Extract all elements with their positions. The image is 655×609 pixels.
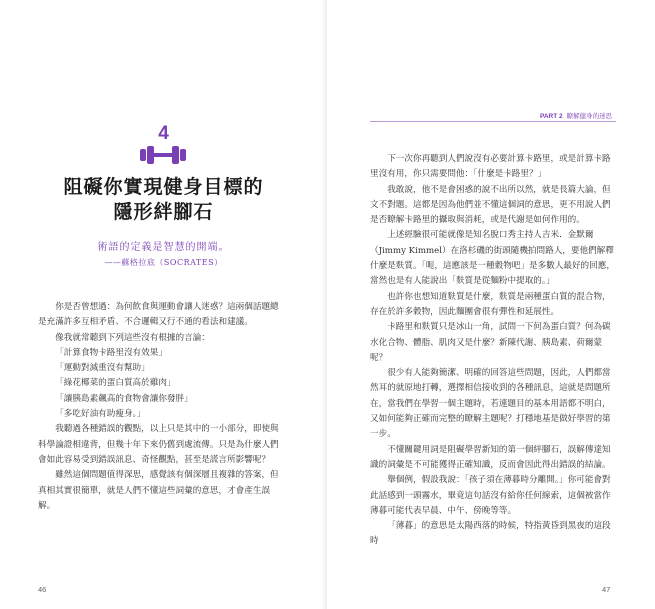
paragraph: 不懂關鍵用詞是阻礙學習新知的第一個絆腳石，誤解傳達知識的詞彙是不可能獲得正確知識，反而會因此得出錯誤的結論。 — [370, 444, 611, 470]
chapter-title-line2: 隱形絆腳石 — [113, 201, 214, 223]
paragraph: 很少有人能夠簡潔、明確的回答這些問題，因此，人們都當然耳的就原地打轉，選擇相信接收到的各種訊息，這就是問題所在，當我們在學習一個主題時，若連題目的基本用語都不明白，又如何能夠正確而完整的瞭解主題呢？打穩地基是做好學習的第一步。 — [370, 368, 611, 440]
page-number-right: 47 — [602, 585, 611, 594]
paragraph: 下一次你再聽到人們說沒有必要計算卡路里，或是計算卡路里沒有用，你只需要問他：「什麼是卡路里？」 — [370, 154, 611, 180]
list-item: 「計算食物卡路里沒有效果」 — [55, 347, 167, 358]
chapter-number: 4 — [158, 123, 169, 144]
running-head-part: PART 2 — [540, 113, 563, 120]
dumbbell-icon — [138, 145, 188, 165]
paragraph: 像我就常聽到下列這些沒有根據的言論： — [55, 332, 210, 343]
paragraph: 舉個例，假設我說：「孩子須在薄暮時分離開。」你可能會對此話感到一頭霧水，畢竟這句話沒有給你任何線索，這個被當作薄暮可能代表早晨、中午、傍晚等等。 — [370, 475, 611, 516]
page-number-left: 46 — [38, 585, 47, 594]
paragraph: 「薄暮」的意思是太陽西落的時候，特指黃昏到黑夜的這段時 — [370, 521, 611, 547]
list-item: 「綠花椰菜的蛋白質高於雞肉」 — [55, 378, 176, 389]
epigraph-author: ——蘇格拉底（SOCRATES） — [104, 258, 223, 267]
list-item: 「讓胰島素飆高的食物會讓你發胖」 — [55, 393, 193, 404]
right-body-text — [370, 152, 616, 550]
paragraph: 我敢說，他不是會困惑的說不出所以然，就是長篇大論，但文不對題。這都是因為他們並不懂這個詞的意思，更不用說人們是否瞭解卡路里的攝取與消耗，或是代謝是如何作用的。 — [370, 184, 611, 226]
paragraph: 你是否曾想過：為何飲食與運動會讓人迷惑？這兩個話題總是充滿許多互相矛盾、不合邏輯又行不通的看法和建議。 — [38, 302, 279, 328]
header-rule — [370, 121, 616, 122]
left-page — [0, 0, 327, 609]
running-head-title: 瞭解健身的迷思 — [566, 113, 613, 120]
running-head — [540, 111, 612, 120]
chapter-title-line1: 阻礙你實現健身目標的 — [63, 176, 264, 198]
paragraph: 我聽過各種錯誤的觀點，以上只是其中的一小部分，即使與科學論證相違背，但幾十年下來仍舊到處流傳。只是為什麼人們會如此容易受到錯誤訊息、奇怪觀點，甚至是謊言所影響呢？ — [38, 424, 279, 465]
epigraph: 術語的定義是智慧的開端。 — [97, 242, 230, 253]
list-item: 「多吃好油有助瘦身。」 — [55, 409, 146, 420]
list-item: 「運動對減重沒有幫助」 — [55, 363, 150, 374]
left-body-text — [38, 300, 282, 514]
paragraph: 也許你也想知道麩質是什麼，麩質是兩種蛋白質的混合物，存在於許多穀物，因此麵團會很有彈性和延展性。 — [370, 291, 611, 317]
paragraph: 上述經驗很可能就像是知名脫口秀主持人吉米．金默爾（Jimmy Kimmel）在洛杉磯的街頭隨機拍問路人，要他們解釋什麼是麩質。「呃，這應該是一種穀物吧」是多數人最好的回應，當然也是有人能說出「麩質是從麵粉中提取的。」 — [370, 230, 615, 287]
paragraph: 雖然這個問題值得深思，感覺該有個深層且複雜的答案，但真相其實很簡單，就是人們不懂這些詞彙的意思，才會產生誤解。 — [38, 470, 279, 511]
paragraph: 卡路里和麩質只是冰山一角，試問一下何為蛋白質？何為碳水化合物、體脂、肌肉又是什麼？新陳代謝、胰島素、荷爾蒙呢？ — [370, 322, 611, 363]
